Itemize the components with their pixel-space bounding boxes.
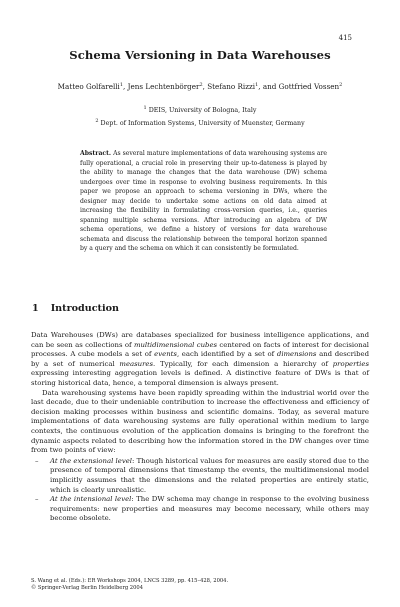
- body-text: [31, 331, 369, 524]
- text-run: expressing interesting aggregation levels is defined. A distinctive feature of DWs is that of storing historical data, hence, a temporal dimension is always present.: [31, 369, 369, 387]
- text-run: Data Warehouses (DWs) are databases specialized for business intelligence applications, and can be seen as collections of: [31, 331, 369, 349]
- author: Matteo Golfarelli$^1$,: [57, 82, 128, 91]
- emphasized-term: events: [154, 350, 177, 359]
- citation-line: S. Wang et al. (Eds.): ER Workshops 2004, LNCS 3289, pp. 415–428, 2004.: [31, 578, 229, 584]
- text-run: , each identified by a set of: [176, 350, 277, 359]
- footer: [31, 578, 228, 592]
- affiliation: $^2$ Dept. of Information Systems, University of Muenster, Germany: [95, 118, 305, 127]
- text-run: centered on facts of interest for decisional processes. A cube models a set of: [31, 340, 370, 359]
- affiliation-list: [0, 103, 400, 129]
- bullet-dash: –: [35, 456, 39, 465]
- bullet-list: [31, 457, 369, 524]
- paper-title: Schema Versioning in Data Warehouses: [69, 48, 331, 62]
- copyright-line: © Springer-Verlag Berlin Heidelberg 2004: [31, 585, 143, 591]
- emphasized-term: dimensions: [276, 350, 317, 359]
- bullet-text: : The DW schema may change in response to the evolving business requirements: new properties and measures may become necessary, while others may become obsolete.: [50, 495, 369, 523]
- bullet-dash: –: [35, 495, 39, 504]
- author: Jens Lechtenbörger$^2$,: [127, 82, 208, 91]
- emphasized-term: properties: [332, 359, 369, 368]
- page-number: 415: [338, 34, 352, 42]
- emphasized-term: measures: [119, 359, 154, 368]
- abstract-label: Abstract.: [80, 150, 112, 157]
- list-item: [35, 457, 369, 495]
- bullet-text: : Though historical values for measures are easily stored due to the presence of temporal dimensions that timestamp the events, the multidimensional model implicitly assumes that the dimensions and the related properties are entirely static, which is clearly unrealistic.: [50, 456, 369, 494]
- section-number: 1: [32, 303, 39, 314]
- list-item: [35, 495, 369, 524]
- paragraph: Data warehousing systems have been rapidly spreading within the industrial world over the last decade, due to their undeniable contribution to increase the effectiveness and efficiency of decision making processes within business and scientific domains. Today, as several mature implementations of data warehousing systems are fully operational within medium to large contexts, the continuous evolution of the application domains is bringing to the forefront the dynamic aspects related to describing how the information stored in the DW changes over time from two points of view:: [31, 388, 369, 455]
- author: Stefano Rizzi$^1$, and: [207, 82, 279, 91]
- section-heading: [32, 303, 119, 314]
- text-run: . Typically, for each dimension a hierarchy of: [153, 359, 333, 368]
- section-title: Introduction: [50, 303, 120, 314]
- author-list: [0, 82, 400, 91]
- paragraph: [31, 331, 369, 389]
- author: Gottfried Vossen$^2$: [278, 82, 343, 91]
- emphasized-term: multidimensional cubes: [133, 340, 218, 349]
- bullet-lead: At the extensional level: [50, 456, 132, 465]
- abstract-text: As several mature implementations of data warehousing systems are fully operational, a crucial role in preserving their up-to-dateness is played by the ability to manage the changes that the data warehouse (DW) schema undergoes over time in response to evolving business requirements. In this paper we propose an approach to schema versioning in DWs, where the designer may decide to undertake some actions on old data aimed at increasing the flexibility in formulating cross-version queries, i.e., queries spanning multiple schema versions. After introducing an algebra of DW schema operations, we define a history of versions for data warehouse schemata and discuss the relationship between the temporal horizon spanned by a query and the schema on which it can consistently be formulated.: [80, 150, 328, 253]
- bullet-lead: At the intensional level: [50, 495, 132, 504]
- text-run: and described by a set of numerical: [31, 350, 369, 368]
- abstract: [80, 149, 327, 254]
- affiliation: $^1$ DEIS, University of Bologna, Italy: [143, 105, 257, 114]
